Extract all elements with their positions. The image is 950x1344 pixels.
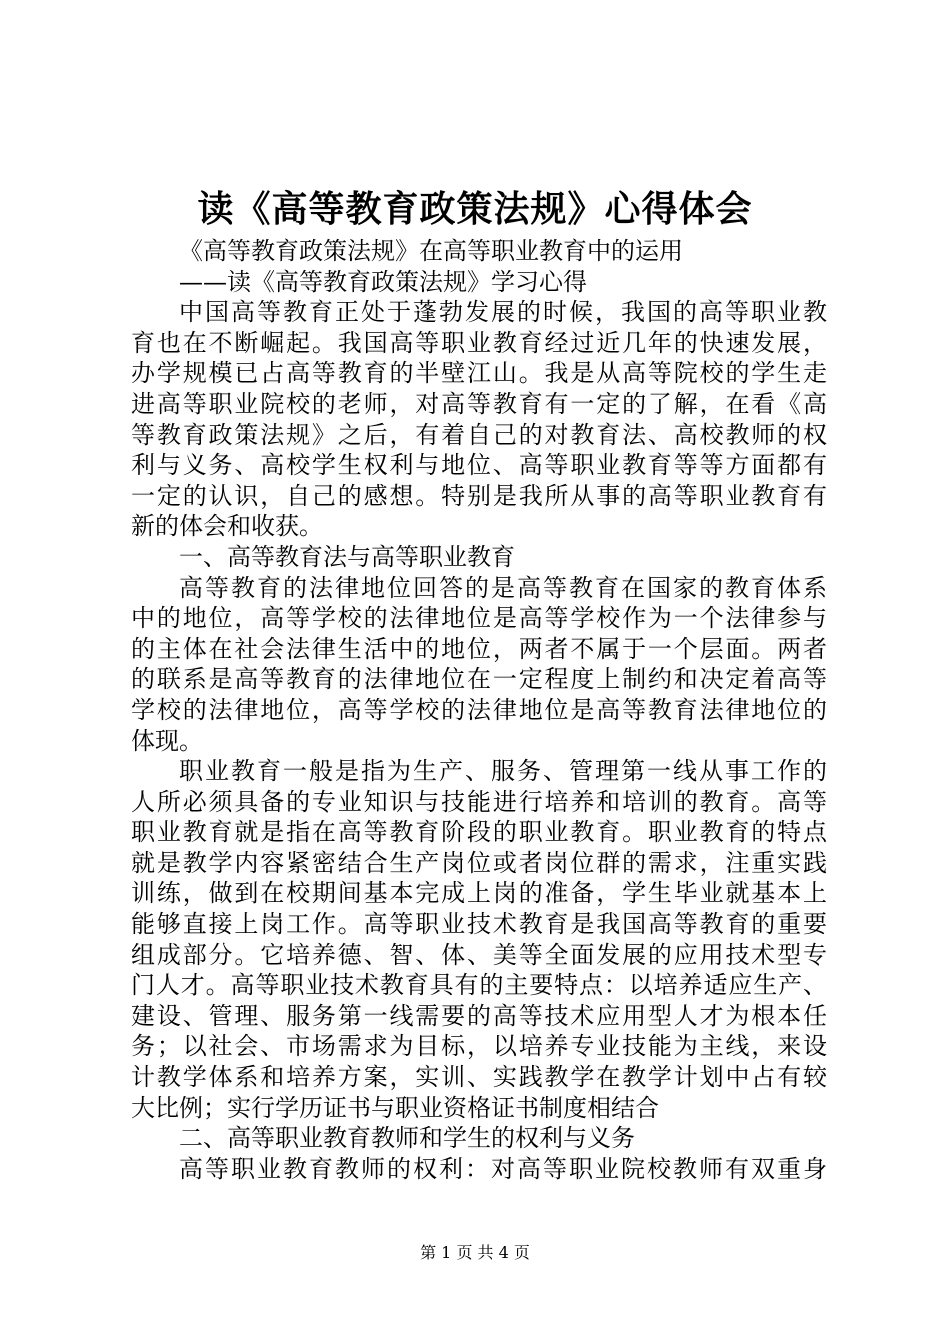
subtitle-line: ——读《高等教育政策法规》学习心得 <box>179 267 587 296</box>
paragraph-line: 学校的法律地位，高等学校的法律地位是高等教育法律地位的 <box>131 695 827 724</box>
paragraph-line: 务；以社会、市场需求为目标，以培养专业技能为主线，来设 <box>131 1032 827 1061</box>
paragraph-line: 计教学体系和培养方案，实训、实践教学在教学计划中占有较 <box>131 1063 827 1092</box>
document-body <box>131 236 827 1184</box>
paragraph-line: 体现。 <box>131 726 203 755</box>
paragraph-line: 高等职业教育教师的权利：对高等职业院校教师有双重身 <box>179 1154 827 1183</box>
paragraph-line: 建设、管理、服务第一线需要的高等技术应用型人才为根本任 <box>131 1001 827 1030</box>
paragraph-line: 中国高等教育正处于蓬勃发展的时候，我国的高等职业教 <box>179 298 827 327</box>
section-heading: 一、高等教育法与高等职业教育 <box>179 542 515 571</box>
section-heading: 二、高等职业教育教师和学生的权利与义务 <box>179 1124 635 1153</box>
paragraph-line: 职业教育就是指在高等教育阶段的职业教育。职业教育的特点 <box>131 818 827 847</box>
paragraph-line: 进高等职业院校的老师，对高等教育有一定的了解，在看《高 <box>131 389 827 418</box>
paragraph-line: 组成部分。它培养德、智、体、美等全面发展的应用技术型专 <box>131 940 827 969</box>
page-footer: 第 1 页 共 4 页 <box>420 1243 530 1262</box>
paragraph-line: 育也在不断崛起。我国高等职业教育经过近几年的快速发展， <box>131 328 827 357</box>
subtitle-line: 《高等教育政策法规》在高等职业教育中的运用 <box>179 237 683 265</box>
paragraph-line: 能够直接上岗工作。高等职业技术教育是我国高等教育的重要 <box>131 910 827 939</box>
paragraph-line: 新的体会和收获。 <box>131 512 323 541</box>
document-title: 读《高等教育政策法规》心得体会 <box>197 188 753 230</box>
paragraph-line: 利与义务、高校学生权利与地位、高等职业教育等等方面都有 <box>131 451 827 480</box>
paragraph-line: 等教育政策法规》之后，有着自己的对教育法、高校教师的权 <box>131 420 827 449</box>
paragraph-line: 办学规模已占高等教育的半壁江山。我是从高等院校的学生走 <box>131 359 827 388</box>
paragraph-line: 高等教育的法律地位回答的是高等教育在国家的教育体系 <box>179 573 827 602</box>
paragraph-line: 一定的认识，自己的感想。特别是我所从事的高等职业教育有 <box>131 481 827 510</box>
paragraph-line: 训练，做到在校期间基本完成上岗的准备，学生毕业就基本上 <box>131 879 827 908</box>
paragraph-line: 中的地位，高等学校的法律地位是高等学校作为一个法律参与 <box>131 604 827 633</box>
paragraph-line: 的联系是高等教育的法律地位在一定程度上制约和决定着高等 <box>131 665 827 694</box>
paragraph-line: 大比例；实行学历证书与职业资格证书制度相结合 <box>131 1093 659 1122</box>
paragraph-line: 的主体在社会法律生活中的地位，两者不属于一个层面。两者 <box>131 634 827 663</box>
paragraph-line: 职业教育一般是指为生产、服务、管理第一线从事工作的 <box>179 757 827 786</box>
paragraph-line: 人所必须具备的专业知识与技能进行培养和培训的教育。高等 <box>131 787 827 816</box>
paragraph-line: 门人才。高等职业技术教育具有的主要特点：以培养适应生产、 <box>131 971 827 1000</box>
paragraph-line: 就是教学内容紧密结合生产岗位或者岗位群的需求，注重实践 <box>131 848 827 877</box>
